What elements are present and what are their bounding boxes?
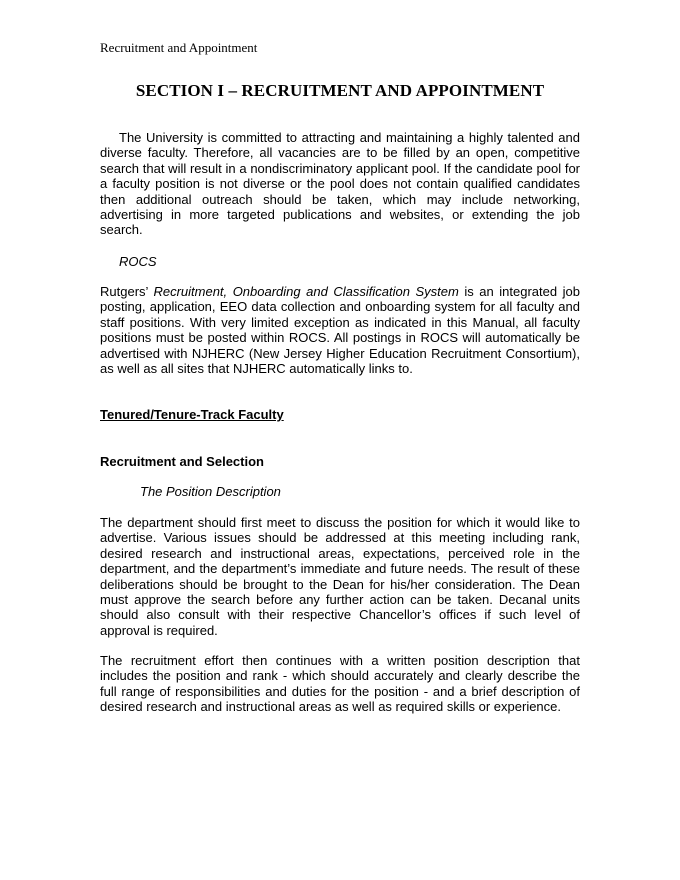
- rocs-paragraph: [100, 284, 580, 376]
- intro-paragraph: The University is committed to attracting and maintaining a highly talented and diverse faculty. Therefore, all vacancies are to be filled by an open, competitive search that will result in a nondiscriminatory applicant pool. If the candidate pool for a faculty position is not diverse or the pool does not contain qualified candidates then additional outreach should be taken, which may include networking, advertising in more targeted publications and websites, or extending the job search.: [100, 130, 580, 238]
- position-paragraph-1: The department should first meet to discuss the position for which it would like to advertise. Various issues should be addressed at this meeting including rank, desired research and instructional areas, expectations, perceived role in the department, and the department’s immediate and future needs. The result of these deliberations should be brought to the Dean for his/her consideration. The Dean must approve the search before any further action can be taken. Decanal units should also consult with their respective Chancellor’s offices if such level of approval is required.: [100, 515, 580, 638]
- position-description-subheading: The Position Description: [140, 484, 281, 499]
- rocs-prefix: Rutgers’: [100, 284, 154, 299]
- tenured-heading: Tenured/Tenure-Track Faculty: [100, 407, 284, 422]
- rocs-body: is an integrated job posting, application, EEO data collection and onboarding system for all faculty and staff positions. With very limited exception as indicated in this Manual, all faculty positions must be posted within ROCS. All postings in ROCS will automatically be advertised with NJHERC (New Jersey Higher Education Recruitment Consortium), as well as all sites that NJHERC automatically links to.: [100, 284, 580, 377]
- rocs-system-name: Recruitment, Onboarding and Classification System: [153, 284, 459, 299]
- rocs-heading: ROCS: [119, 254, 157, 269]
- section-title: SECTION I – RECRUITMENT AND APPOINTMENT: [135, 81, 545, 100]
- recruitment-heading: Recruitment and Selection: [100, 454, 264, 469]
- running-header: Recruitment and Appointment: [100, 40, 258, 55]
- position-paragraph-2: The recruitment effort then continues with a written position description that includes the position and rank - which should accurately and clearly describe the full range of responsibilities and duties for the position - and a brief description of desired research and instructional areas as well as required skills or experience.: [100, 653, 580, 715]
